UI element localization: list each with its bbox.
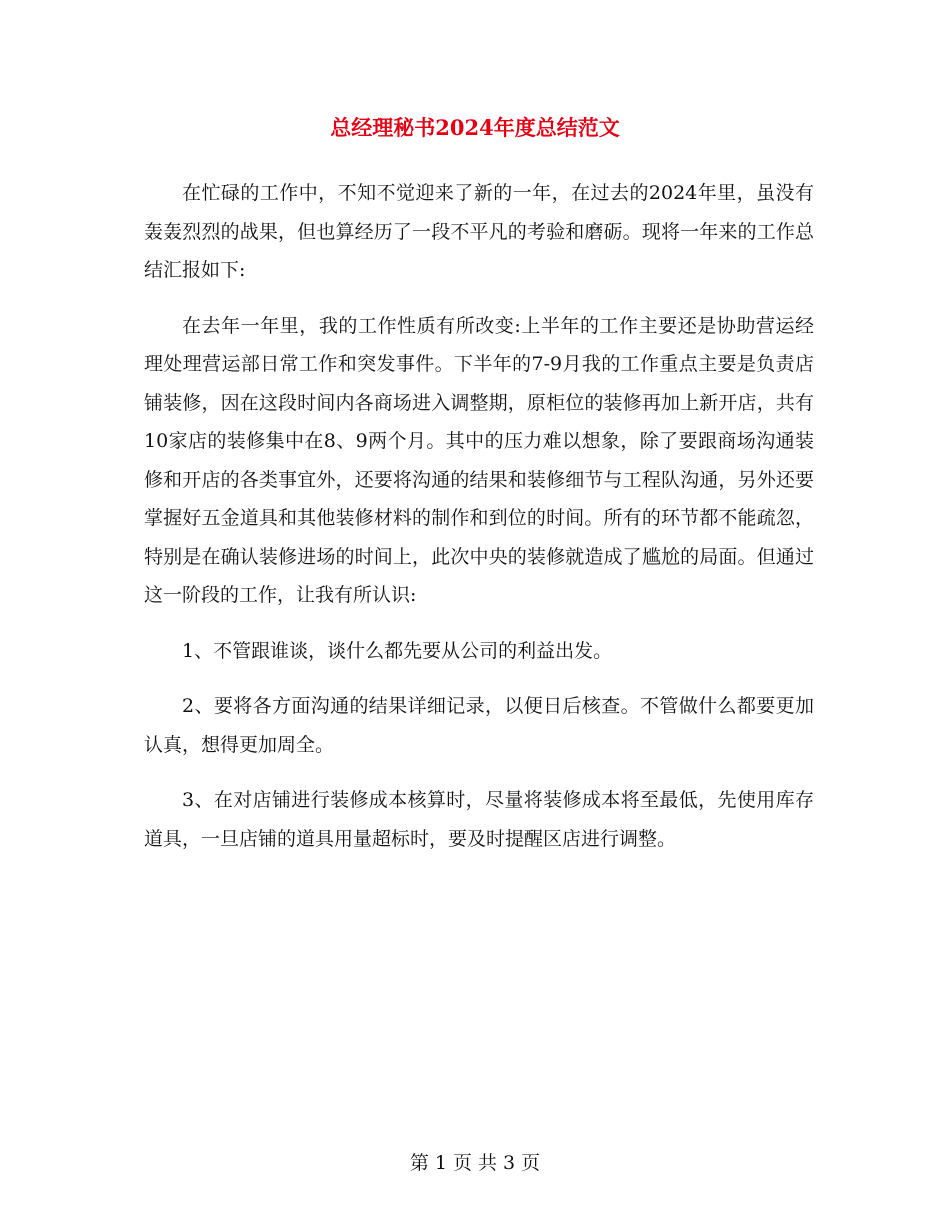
list-item-1: 1、不管跟谁谈，谈什么都先要从公司的利益出发。 <box>182 639 613 662</box>
list-item-2: 2、要将各方面沟通的结果详细记录，以便日后核查。不管做什么都要更加认真，想得更加周全。 <box>144 695 814 756</box>
list-item-3: 3、在对店铺进行装修成本核算时，尽量将装修成本将至最低，先使用库存道具，一旦店铺的道具用量超标时，要及时提醒区店进行调整。 <box>144 789 814 850</box>
paragraph-work-change: 在去年一年里，我的工作性质有所改变:上半年的工作主要还是协助营运经理处理营运部日常工作和突发事件。下半年的7-9月我的工作重点主要是负责店铺装修，因在这段时间内各商场进入调整期，原柜位的装修再加上新开店，共有10家店的装修集中在8、9两个月。其中的压力难以想象，除了要跟商场沟通装修和开店的各类事宜外，还要将沟通的结果和装修细节与工程队沟通，另外还要掌握好五金道具和其他装修材料的制作和到位的时间。所有的环节都不能疏忽，特别是在确认装修进场的时间上，此次中央的装修就造成了尴尬的局面。但通过这一阶段的工作，让我有所认识: <box>144 314 814 606</box>
page-number-footer: 第 1 页 共 3 页 <box>409 1152 541 1174</box>
document-body <box>144 174 814 858</box>
paragraph-intro: 在忙碌的工作中，不知不觉迎来了新的一年，在过去的2024年里，虽没有轰轰烈烈的战果，但也算经历了一段不平凡的考验和磨砺。现将一年来的工作总结汇报如下: <box>144 182 814 281</box>
document-title: 总经理秘书2024年度总结范文 <box>330 115 620 140</box>
